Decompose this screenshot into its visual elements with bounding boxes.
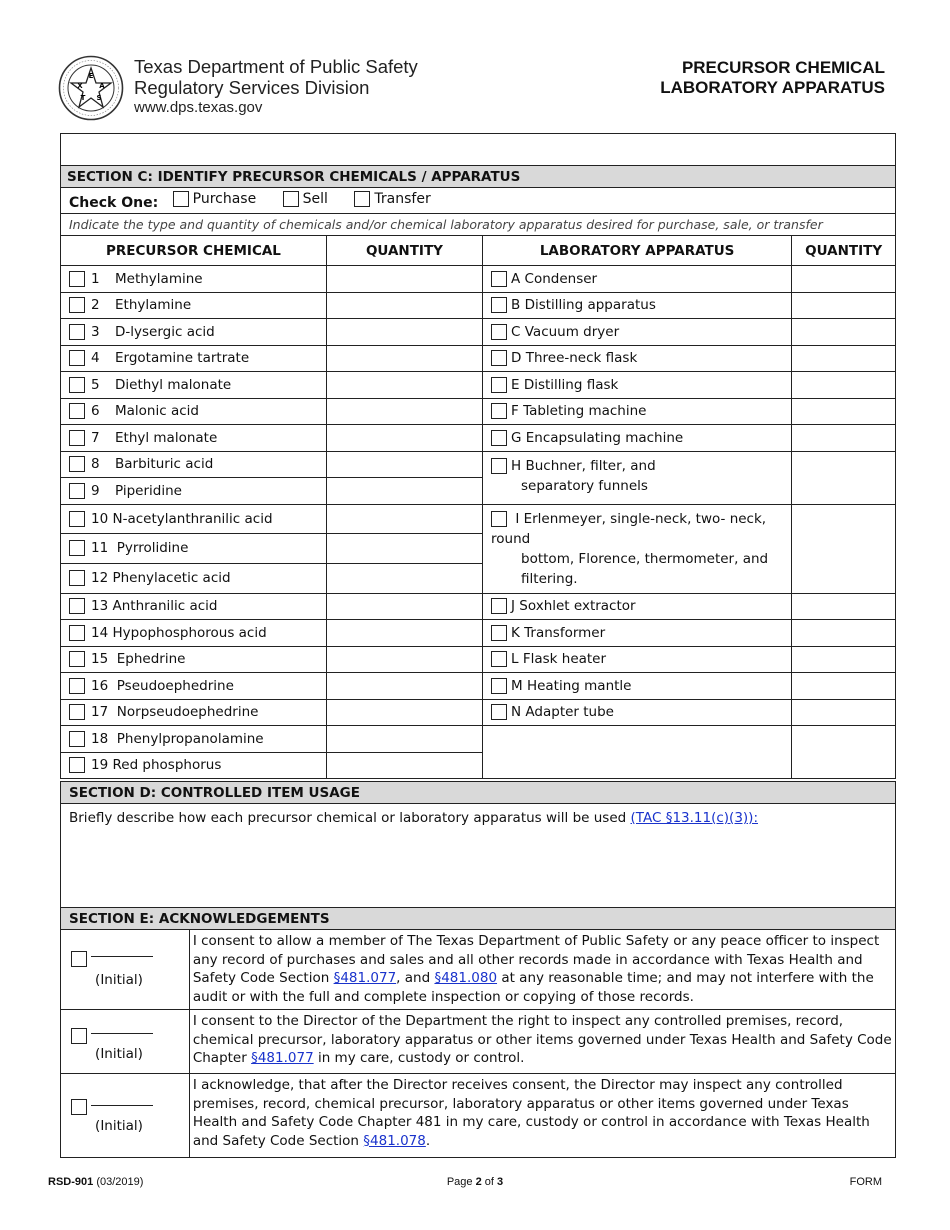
chemical-item-14[interactable]: 14 Hypophosphorous acid	[61, 620, 327, 647]
apparatus-quantity-b[interactable]	[792, 292, 896, 319]
dps-seal-logo	[58, 55, 124, 121]
apparatus-checkbox[interactable]	[491, 598, 507, 614]
sell-checkbox[interactable]	[283, 191, 299, 207]
svg-text:X: X	[77, 82, 83, 90]
svg-text:S: S	[96, 94, 102, 102]
chemical-quantity-2[interactable]	[326, 292, 482, 319]
apparatus-checkbox[interactable]	[491, 271, 507, 287]
apparatus-quantity-empty	[792, 726, 896, 779]
apparatus-item-b[interactable]: B Distilling apparatus	[483, 292, 792, 319]
apparatus-quantity-c[interactable]	[792, 319, 896, 346]
apparatus-quantity-j[interactable]	[792, 593, 896, 620]
page-number: Page 2 of 3	[446, 1176, 504, 1188]
col-head-chemical: PRECURSOR CHEMICAL	[61, 236, 327, 266]
chemical-quantity-12[interactable]	[326, 563, 482, 593]
svg-text:T: T	[80, 94, 86, 102]
initial-label: (Initial)	[95, 972, 143, 988]
transfer-checkbox[interactable]	[354, 191, 370, 207]
agency-block	[134, 56, 418, 117]
apparatus-checkbox[interactable]	[491, 324, 507, 340]
apparatus-checkbox[interactable]	[491, 651, 507, 667]
chemical-item-13[interactable]: 13 Anthranilic acid	[61, 593, 327, 620]
apparatus-item-f[interactable]: F Tableting machine	[483, 398, 792, 425]
initial-label: (Initial)	[95, 1118, 143, 1134]
apparatus-quantity-l[interactable]	[792, 646, 896, 673]
chemical-checkbox[interactable]	[69, 651, 85, 667]
check-one-row	[61, 188, 896, 214]
chemical-quantity-15[interactable]	[326, 646, 482, 673]
chemical-item-3[interactable]: 3 D-lysergic acid	[61, 319, 327, 346]
website-text: www.dps.texas.gov	[134, 99, 263, 116]
section-c-heading: SECTION C: IDENTIFY PRECURSOR CHEMICALS / APPARATUS	[61, 166, 896, 188]
apparatus-quantity-a[interactable]	[792, 266, 896, 293]
chemical-quantity-14[interactable]	[326, 620, 482, 647]
usage-ack-table	[60, 781, 896, 1158]
document-title: PRECURSOR CHEMICAL LABORATORY APPARATUS	[660, 58, 885, 97]
ack-1-text: I consent to allow a member of The Texas Department of Public Safety or any peace officer to inspect any record of purchases and sales and all other records made in accordance with Texas Health and Safety Code Section §481.077, and §481.080 at any reasonable time; and may not interfere with the audit or with the full and complete inspection or copying of those records.	[189, 930, 895, 1010]
hsc-481-077-link[interactable]: §481.077	[251, 1050, 314, 1066]
form-id: RSD-901 (03/2019)	[48, 1176, 144, 1188]
division-name: Regulatory Services Division	[134, 77, 370, 98]
chemical-quantity-13[interactable]	[326, 593, 482, 620]
chemical-quantity-18[interactable]	[326, 726, 482, 753]
form-table	[60, 133, 896, 779]
ack-initial-1[interactable]	[61, 930, 190, 1010]
chemical-quantity-1[interactable]	[326, 266, 482, 293]
apparatus-quantity-k[interactable]	[792, 620, 896, 647]
instructions-text: Indicate the type and quantity of chemicals and/or chemical laboratory apparatus desired for purchase, sale, or transfer	[61, 214, 896, 236]
form-label: FORM	[849, 1176, 882, 1188]
chemical-checkbox[interactable]	[69, 430, 85, 446]
hsc-481-077-link[interactable]: §481.077	[333, 970, 397, 986]
chemical-checkbox[interactable]	[69, 350, 85, 366]
apparatus-checkbox[interactable]	[491, 678, 507, 694]
hsc-481-080-link[interactable]: §481.080	[434, 970, 498, 986]
apparatus-item-e[interactable]: E Distilling flask	[483, 372, 792, 399]
section-e-heading: SECTION E: ACKNOWLEDGEMENTS	[61, 908, 896, 930]
apparatus-quantity-d[interactable]	[792, 345, 896, 372]
col-head-apparatus: LABORATORY APPARATUS	[483, 236, 792, 266]
chemical-quantity-6[interactable]	[326, 398, 482, 425]
apparatus-item-h[interactable]: H Buchner, filter, and separatory funnels	[483, 451, 792, 504]
initial-line[interactable]	[91, 1105, 153, 1106]
col-head-quantity-app: QUANTITY	[792, 236, 896, 266]
chemical-checkbox[interactable]	[69, 570, 85, 586]
chemical-checkbox[interactable]	[69, 324, 85, 340]
chemical-quantity-16[interactable]	[326, 673, 482, 700]
chemical-item-16[interactable]: 16 Pseudoephedrine	[61, 673, 327, 700]
apparatus-quantity-i[interactable]	[792, 504, 896, 593]
option-transfer[interactable]: Transfer	[354, 191, 430, 207]
chemical-item-19[interactable]: 19 Red phosphorus	[61, 752, 327, 779]
apparatus-item-g[interactable]: G Encapsulating machine	[483, 425, 792, 452]
svg-text:E: E	[88, 72, 94, 80]
initial-label: (Initial)	[95, 1046, 143, 1062]
chemical-checkbox[interactable]	[69, 511, 85, 527]
chemical-checkbox[interactable]	[69, 757, 85, 773]
apparatus-checkbox[interactable]	[491, 430, 507, 446]
ack-initial-3[interactable]	[61, 1074, 190, 1158]
apparatus-item-m[interactable]: M Heating mantle	[483, 673, 792, 700]
chemical-quantity-17[interactable]	[326, 699, 482, 726]
chemical-checkbox[interactable]	[69, 483, 85, 499]
chemical-item-12[interactable]: 12 Phenylacetic acid	[61, 563, 327, 593]
apparatus-checkbox[interactable]	[491, 350, 507, 366]
apparatus-checkbox[interactable]	[491, 403, 507, 419]
col-head-quantity-chem: QUANTITY	[326, 236, 482, 266]
apparatus-item-k[interactable]: K Transformer	[483, 620, 792, 647]
chemical-quantity-8[interactable]	[326, 451, 482, 478]
ack-3-text: I acknowledge, that after the Director receives consent, the Director may inspect any controlled premises, record, chemical precursor, laboratory apparatus or other items governed under Texas Health and Safety Code Chapter 481 in my care, custody or control in accordance with Texas Health and Safety Code Section §481.078.	[189, 1074, 895, 1158]
chemical-quantity-5[interactable]	[326, 372, 482, 399]
apparatus-checkbox[interactable]	[491, 625, 507, 641]
section-d-heading: SECTION D: CONTROLLED ITEM USAGE	[61, 782, 896, 804]
chemical-checkbox[interactable]	[69, 403, 85, 419]
chemical-item-1[interactable]: 1 Methylamine	[61, 266, 327, 293]
chemical-item-17[interactable]: 17 Norpseudoephedrine	[61, 699, 327, 726]
chemical-item-11[interactable]: 11 Pyrrolidine	[61, 534, 327, 564]
option-sell[interactable]: Sell	[283, 191, 328, 207]
chemical-item-2[interactable]: 2 Ethylamine	[61, 292, 327, 319]
apparatus-checkbox[interactable]	[491, 704, 507, 720]
ack-initial-2[interactable]	[61, 1010, 190, 1074]
svg-text:A: A	[99, 82, 105, 90]
chemical-quantity-11[interactable]	[326, 534, 482, 564]
usage-description-field[interactable]	[61, 804, 896, 908]
apparatus-empty-cell	[483, 726, 792, 779]
page-header	[0, 0, 950, 125]
chemical-checkbox[interactable]	[69, 731, 85, 747]
apparatus-item-a[interactable]: A Condenser	[483, 266, 792, 293]
hsc-481-078-link[interactable]: §481.078	[363, 1132, 426, 1149]
chemical-item-18[interactable]: 18 Phenylpropanolamine	[61, 726, 327, 753]
chemical-item-4[interactable]: 4 Ergotamine tartrate	[61, 345, 327, 372]
ack-3-checkbox[interactable]	[71, 1099, 87, 1115]
chemical-quantity-19[interactable]	[326, 752, 482, 779]
apparatus-quantity-f[interactable]	[792, 398, 896, 425]
apparatus-quantity-e[interactable]	[792, 372, 896, 399]
apparatus-item-l[interactable]: L Flask heater	[483, 646, 792, 673]
chemical-checkbox[interactable]	[69, 377, 85, 393]
chemical-item-15[interactable]: 15 Ephedrine	[61, 646, 327, 673]
chemical-quantity-7[interactable]	[326, 425, 482, 452]
ack-2-checkbox[interactable]	[71, 1028, 87, 1044]
check-one-label: Check One:	[69, 194, 159, 211]
apparatus-checkbox[interactable]	[491, 377, 507, 393]
apparatus-item-d[interactable]: D Three-neck flask	[483, 345, 792, 372]
apparatus-quantity-n[interactable]	[792, 699, 896, 726]
chemical-checkbox[interactable]	[69, 271, 85, 287]
chemical-item-9[interactable]: 9 Piperidine	[61, 478, 327, 505]
chemical-item-6[interactable]: 6 Malonic acid	[61, 398, 327, 425]
usage-prompt: Briefly describe how each precursor chemical or laboratory apparatus will be used	[69, 810, 627, 826]
chemical-checkbox[interactable]	[69, 598, 85, 614]
chemical-checkbox[interactable]	[69, 297, 85, 313]
agency-name: Texas Department of Public Safety	[134, 56, 418, 77]
apparatus-quantity-m[interactable]	[792, 673, 896, 700]
chemical-checkbox[interactable]	[69, 625, 85, 641]
option-purchase[interactable]: Purchase	[173, 191, 257, 207]
ack-1-checkbox[interactable]	[71, 951, 87, 967]
chemical-item-10[interactable]: 10 N-acetylanthranilic acid	[61, 504, 327, 534]
apparatus-quantity-g[interactable]	[792, 425, 896, 452]
chemical-item-7[interactable]: 7 Ethyl malonate	[61, 425, 327, 452]
chemical-item-8[interactable]: 8 Barbituric acid	[61, 451, 327, 478]
apparatus-item-j[interactable]: J Soxhlet extractor	[483, 593, 792, 620]
apparatus-quantity-h[interactable]	[792, 451, 896, 504]
blank-top-row	[61, 134, 896, 166]
chemical-checkbox[interactable]	[69, 456, 85, 472]
initial-line[interactable]	[91, 1033, 153, 1034]
chemical-checkbox[interactable]	[69, 704, 85, 720]
apparatus-item-n[interactable]: N Adapter tube	[483, 699, 792, 726]
chemical-quantity-4[interactable]	[326, 345, 482, 372]
chemical-item-5[interactable]: 5 Diethyl malonate	[61, 372, 327, 399]
chemical-quantity-9[interactable]	[326, 478, 482, 505]
chemical-checkbox[interactable]	[69, 678, 85, 694]
chemical-checkbox[interactable]	[69, 540, 85, 556]
apparatus-checkbox[interactable]	[491, 458, 507, 474]
apparatus-checkbox[interactable]	[491, 297, 507, 313]
initial-line[interactable]	[91, 956, 153, 957]
purchase-checkbox[interactable]	[173, 191, 189, 207]
apparatus-item-i[interactable]: I Erlenmeyer, single-neck, two- neck, round bottom, Florence, thermometer, and filtering.	[483, 504, 792, 593]
apparatus-item-c[interactable]: C Vacuum dryer	[483, 319, 792, 346]
chemical-quantity-10[interactable]	[326, 504, 482, 534]
apparatus-checkbox[interactable]	[491, 511, 507, 527]
chemical-quantity-3[interactable]	[326, 319, 482, 346]
ack-2-text: I consent to the Director of the Department the right to inspect any controlled premises, record, chemical precursor, laboratory apparatus or other items governed under Texas Health and Safety Code Chapter §481.077 in my care, custody or control.	[189, 1010, 895, 1074]
tac-link[interactable]: (TAC §13.11(c)(3)):	[630, 810, 758, 826]
